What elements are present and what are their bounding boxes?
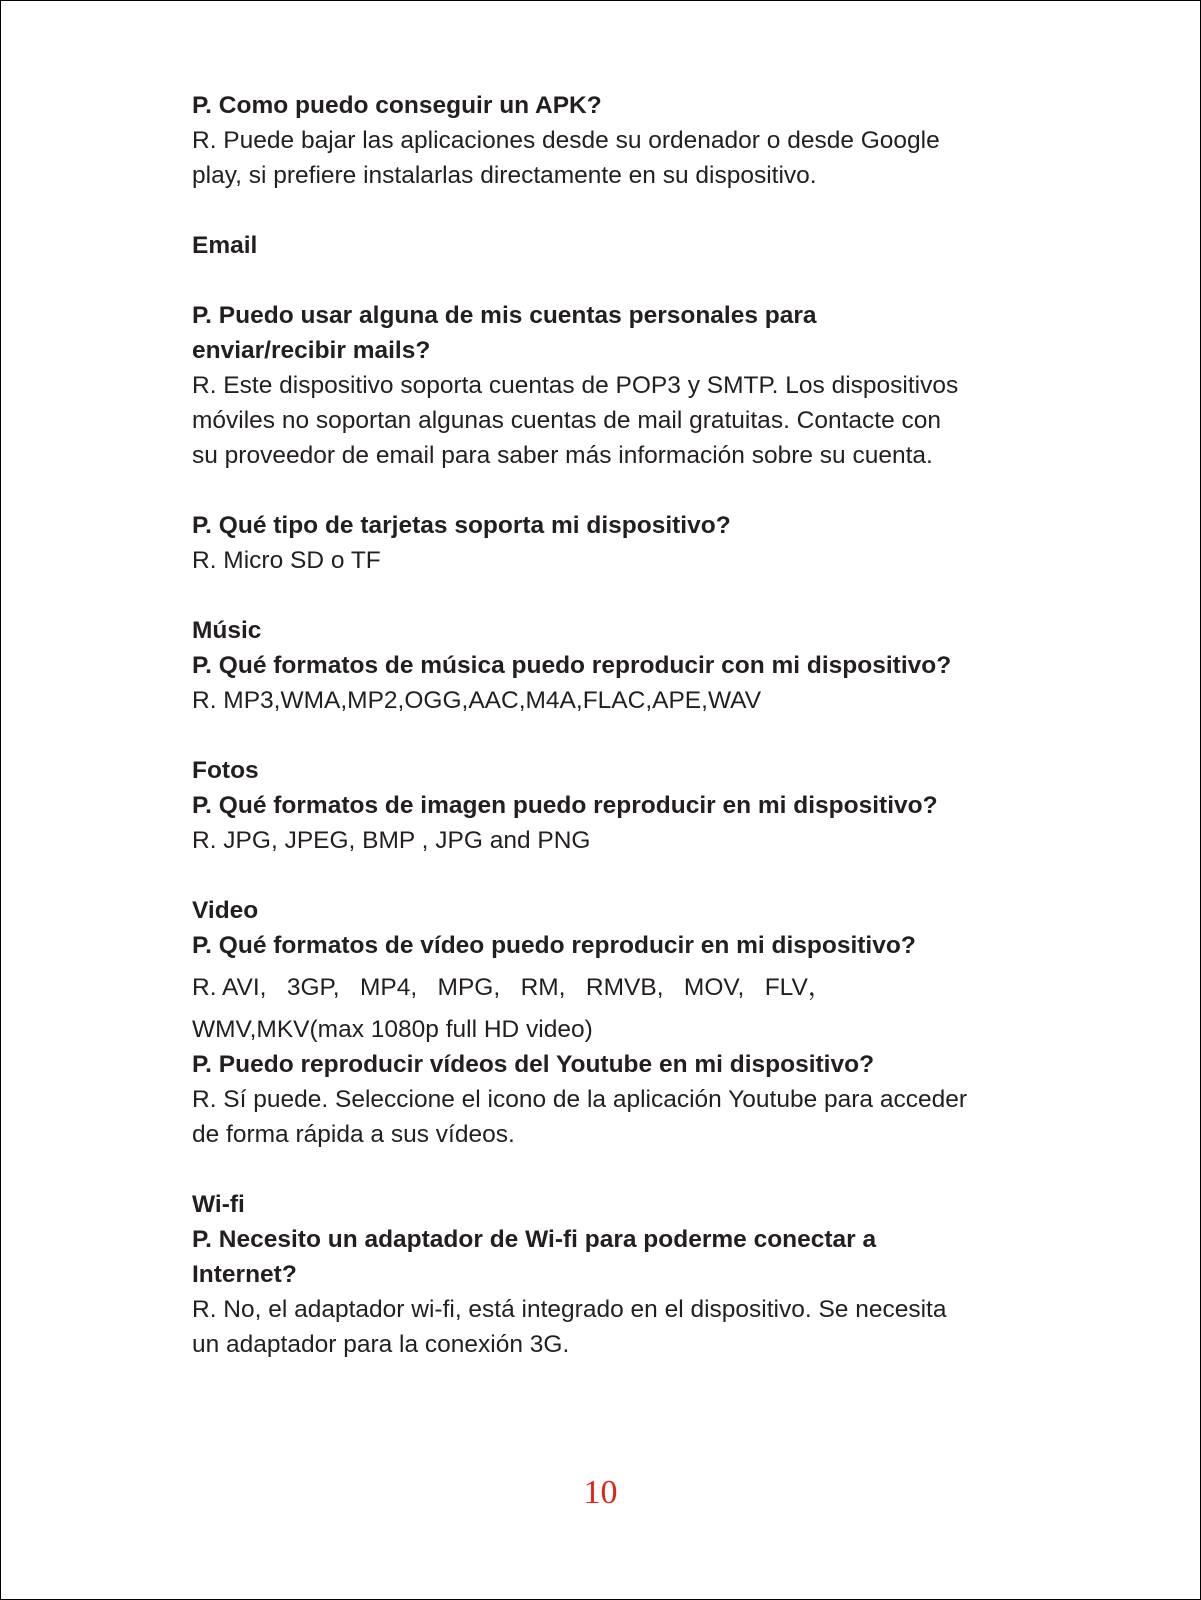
email-answer-line: R. Este dispositivo soporta cuentas de POP3 y SMTP. Los dispositivos	[192, 372, 959, 399]
wifi-answer-line: R. No, el adaptador wi-fi, está integrado en el dispositivo. Se necesita	[192, 1296, 947, 1323]
spacer	[192, 963, 1042, 970]
wifi-heading: Wi-fi	[192, 1191, 245, 1218]
photos-heading: Fotos	[192, 757, 259, 784]
video-formats-answer-line: WMV,MKV(max 1080p full HD video)	[192, 1016, 593, 1043]
spacer	[192, 193, 1042, 228]
email-answer-line: móviles no soportan algunas cuentas de mail gratuitas. Contacte con	[192, 407, 942, 434]
spacer	[192, 1152, 1042, 1187]
apk-question: P. Como puedo conseguir un APK?	[192, 92, 602, 119]
music-answer: R. MP3,WMA,MP2,OGG,AAC,M4A,FLAC,APE,WAV	[192, 687, 762, 714]
video-formats-question: P. Qué formatos de vídeo puedo reproducir en mi dispositivo?	[192, 932, 916, 959]
apk-answer-line: R. Puede bajar las aplicaciones desde su ordenador o desde Google	[192, 127, 940, 154]
card-question: P. Qué tipo de tarjetas soporta mi dispositivo?	[192, 512, 731, 539]
spacer	[192, 473, 1042, 508]
email-heading: Email	[192, 232, 258, 259]
wifi-question-line: Internet?	[192, 1261, 297, 1288]
wifi-question-line: P. Necesito un adaptador de Wi-fi para poderme conectar a	[192, 1226, 877, 1253]
apk-answer-line: play, si prefiere instalarlas directamente en su dispositivo.	[192, 162, 817, 189]
spacer	[192, 1005, 1042, 1012]
youtube-question: P. Puedo reproducir vídeos del Youtube en mi dispositivo?	[192, 1051, 875, 1078]
music-heading: Músic	[192, 617, 262, 644]
spacer	[192, 263, 1042, 298]
spacer	[192, 718, 1042, 753]
photos-question: P. Qué formatos de imagen puedo reproducir en mi dispositivo?	[192, 792, 938, 819]
spacer	[192, 578, 1042, 613]
faq-content	[192, 88, 1042, 1362]
wifi-answer-line: un adaptador para la conexión 3G.	[192, 1331, 570, 1358]
youtube-answer-line: R. Sí puede. Seleccione el icono de la aplicación Youtube para acceder	[192, 1086, 968, 1113]
music-question: P. Qué formatos de música puedo reproducir con mi dispositivo?	[192, 652, 952, 679]
email-answer-line: su proveedor de email para saber más información sobre su cuenta.	[192, 442, 933, 469]
youtube-answer-line: de forma rápida a sus vídeos.	[192, 1121, 515, 1148]
card-answer: R. Micro SD o TF	[192, 547, 381, 574]
video-heading: Video	[192, 897, 259, 924]
page-number: 10	[583, 1474, 618, 1511]
photos-answer: R. JPG, JPEG, BMP , JPG and PNG	[192, 827, 591, 854]
video-formats-answer-line: R. AVI, 3GP, MP4, MPG, RM, RMVB, MOV, FLV，	[192, 974, 833, 1001]
email-question-line: enviar/recibir mails?	[192, 337, 431, 364]
email-question-line: P. Puedo usar alguna de mis cuentas personales para	[192, 302, 817, 329]
spacer	[192, 858, 1042, 893]
